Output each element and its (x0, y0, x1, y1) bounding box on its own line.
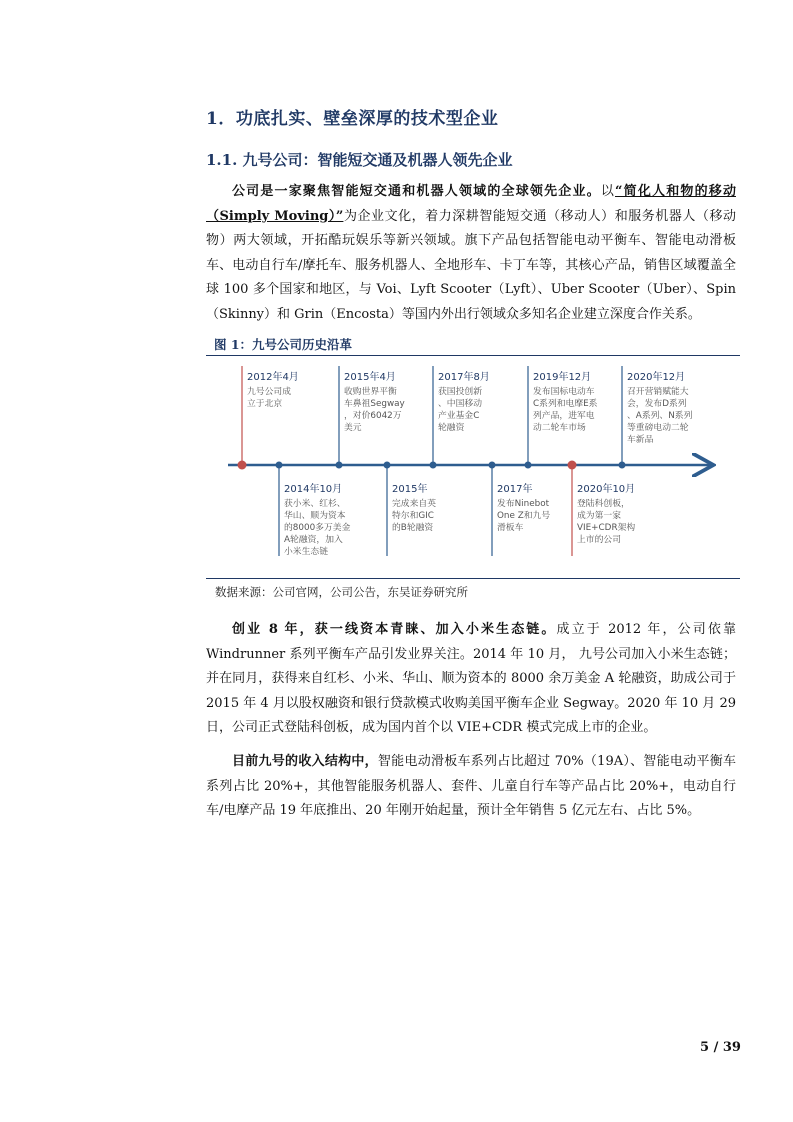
timeline-dot (336, 462, 343, 469)
timeline-dot (384, 462, 391, 469)
timeline-event-below (387, 465, 436, 556)
event-detail-line: 上市的公司 (577, 535, 621, 545)
intro-body: 为企业文化，着力深耕智能短交通（移动人）和服务机器人（移动物）两大领域，开拓酷玩娱乐等新兴领域。旗下产品包括智能电动平衡车、智能电动滑板车、电动自行车/摩托车、服务机器人、全地形车、卡丁车等，其核心产品，销售区域覆盖全球 100 多个国家和地区，与 Voi、Lyft Scooter（Lyft）、Uber Scooter（Uber）、Spin（Skinny）和 Grin（Encosta）等国内外出行领域众多知名企业建立深度合作关系。 (206, 208, 736, 322)
event-detail-line: 成为第一家 (577, 511, 621, 521)
timeline-event-below (572, 465, 635, 556)
event-year: 2017年 (497, 484, 533, 495)
intro-bold-lead: 公司是一家聚焦智能短交通和机器人领域的全球领先企业。 (232, 184, 601, 199)
event-detail-line: One Z和九号 (497, 511, 551, 521)
event-detail-line: 完成来自英 (392, 499, 436, 509)
event-year: 2015年4月 (344, 372, 396, 383)
event-detail-line: 登陆科创板， (577, 499, 630, 509)
timeline-dot (238, 461, 247, 470)
timeline-dot (525, 462, 532, 469)
figure-source: 数据来源：公司官网，公司公告，东吴证券研究所 (215, 585, 468, 599)
event-detail-line: 车鼻祖Segway (344, 399, 405, 409)
history-paragraph (206, 618, 736, 741)
event-detail-line: 华山、顺为资本 (284, 511, 346, 521)
history-bold-lead: 创业 8 年，获一线资本青睐、加入小米生态链。 (232, 622, 557, 637)
event-detail-line: 轮融资 (438, 423, 465, 433)
event-year: 2017年8月 (438, 372, 490, 383)
event-year: 2014年10月 (284, 484, 343, 495)
timeline-event-above (622, 366, 693, 465)
revenue-body: 智能电动滑板车系列占比超过 70%（19A）、智能电动平衡车系列占比 20%+，其他智能服务机器人、套件、儿童自行车等产品占比 20%+，电动自行车/电摩产品 19 年底推出、20 年刚开始起量，预计全年销售 5 亿元左右、占比 5%。 (206, 754, 736, 818)
event-year: 2020年12月 (627, 372, 686, 383)
history-body: 成立于 2012 年，公司依靠 Windrunner 系列平衡车产品引发业界关注。2014 年 10 月， 九号公司加入小米生态链；并在同月，获得来自红杉、小米、华山、顺为资本的 8000 余万美金 A 轮融资，助成公司于 2015 年 4 月以股权融资和银行贷款模式收购美国平衡车企业 Segway。2020 年 10 月 29 日，公司正式登陆科创板，成为国内首个以 VIE+CDR 模式完成上市的企业。 (206, 622, 736, 735)
intro-quote: “简化人和物的移动（Simply Moving）” (206, 184, 736, 224)
figure-top-rule (206, 355, 740, 356)
event-detail-line: 收购世界平衡 (344, 387, 397, 397)
revenue-bold-lead: 目前九号的收入结构中， (232, 754, 378, 769)
timeline-dot (430, 462, 437, 469)
event-year: 2015年 (392, 484, 428, 495)
timeline-event-below (492, 465, 550, 556)
timeline-diagram (206, 358, 740, 576)
page-number: 5 / 39 (700, 1040, 741, 1055)
event-detail-line: 九号公司成 (247, 387, 291, 397)
event-year: 2020年10月 (577, 484, 636, 495)
event-detail-line: 车新品 (627, 435, 654, 445)
event-detail-line: 列产品，进军电 (533, 411, 595, 421)
event-detail-line: 获国投创新 (438, 387, 482, 397)
event-detail-line: ，对价6042万 (344, 411, 402, 421)
timeline-dot (489, 462, 496, 469)
event-detail-line: 滑板车 (497, 523, 524, 533)
event-detail-line: C系列和电摩E系 (533, 399, 598, 409)
event-detail-line: 的B轮融资 (392, 523, 434, 533)
event-detail-line: 动二轮车市场 (533, 423, 586, 433)
event-year: 2019年12月 (533, 372, 592, 383)
timeline-dot (619, 462, 626, 469)
timeline-dot (276, 462, 283, 469)
event-detail-line: 会，发布D系列 (627, 399, 687, 409)
intro-pre: 以 (600, 184, 616, 199)
event-detail-line: 产业基金C (438, 411, 480, 421)
intro-paragraph (206, 180, 736, 327)
timeline-event-above (528, 366, 598, 465)
timeline-event-below (279, 465, 351, 557)
event-detail-line: VIE+CDR架构 (577, 523, 636, 533)
event-detail-line: 发布Ninebot (497, 499, 550, 509)
event-detail-line: 、A系列、N系列 (627, 411, 693, 421)
event-detail-line: 、中国移动 (438, 399, 482, 409)
timeline-event-above (242, 366, 299, 465)
event-detail-line: 发布国标电动车 (533, 387, 595, 397)
event-year: 2012年4月 (247, 372, 299, 383)
event-detail-line: 美元 (344, 423, 362, 433)
timeline-event-above (339, 366, 405, 465)
timeline-event-above (433, 366, 490, 465)
event-detail-line: A轮融资，加入 (284, 535, 343, 545)
section-heading: 1．功底扎实、壁垒深厚的技术型企业 (206, 109, 499, 129)
subsection-heading: 1.1. 九号公司：智能短交通及机器人领先企业 (206, 151, 513, 169)
figure-bottom-rule (206, 578, 740, 579)
event-detail-line: 召开营销赋能大 (627, 387, 689, 397)
revenue-paragraph (206, 750, 736, 824)
event-detail-line: 小米生态链 (284, 547, 328, 557)
figure-title: 图 1：九号公司历史沿革 (214, 337, 353, 352)
event-detail-line: 特尔和GIC (392, 511, 434, 521)
event-detail-line: 立于北京 (247, 399, 283, 409)
event-detail-line: 获小米、红杉、 (284, 499, 346, 509)
event-detail-line: 等重磅电动二轮 (627, 423, 689, 433)
timeline-dot (568, 461, 577, 470)
event-detail-line: 的8000多万美金 (284, 523, 351, 533)
